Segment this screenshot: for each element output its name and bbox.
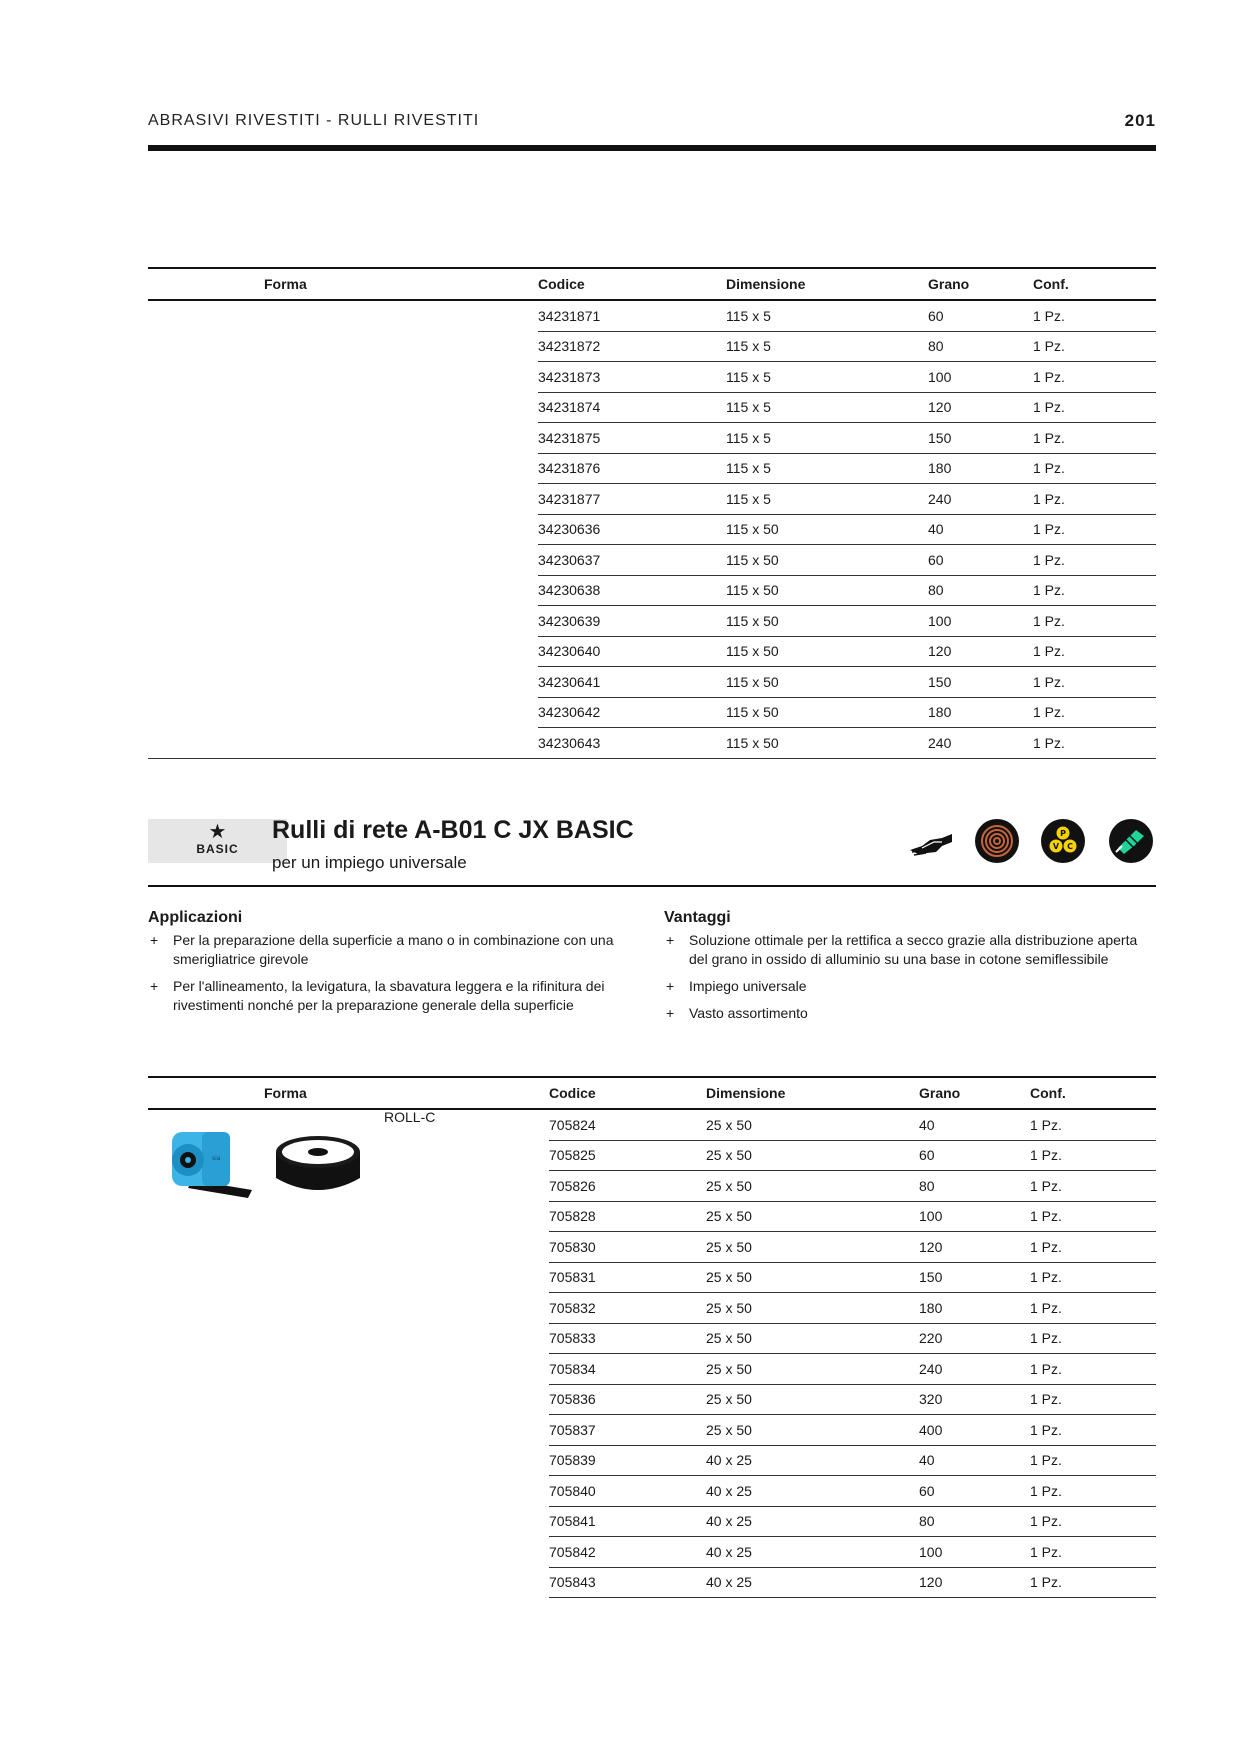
- codice-cell: 34231873: [538, 362, 726, 393]
- table-row: [148, 484, 1156, 515]
- codice-cell: 34230638: [538, 575, 726, 606]
- col-header-conf: Conf.: [1030, 1077, 1156, 1109]
- codice-cell: 34231876: [538, 453, 726, 484]
- page-number: 201: [1124, 111, 1156, 130]
- conf-cell: 1 Pz.: [1033, 636, 1156, 667]
- codice-cell: 705842: [549, 1537, 706, 1568]
- codice-cell: 34230643: [538, 728, 726, 759]
- table-row: [148, 331, 1156, 362]
- vantaggi-section: [664, 908, 1156, 1031]
- codice-cell: 705839: [549, 1445, 706, 1476]
- product-table-1: [148, 267, 1156, 759]
- applicazioni-heading: Applicazioni: [148, 909, 243, 926]
- codice-cell: 705831: [549, 1262, 706, 1293]
- table-row: [148, 1567, 1156, 1598]
- conf-cell: 1 Pz.: [1030, 1476, 1156, 1507]
- conf-cell: 1 Pz.: [1033, 453, 1156, 484]
- table-row: [148, 300, 1156, 331]
- codice-cell: 34231871: [538, 300, 726, 331]
- conf-cell: 1 Pz.: [1030, 1262, 1156, 1293]
- conf-cell: 1 Pz.: [1030, 1109, 1156, 1140]
- dimensione-cell: 25 x 50: [706, 1323, 919, 1354]
- grano-cell: 120: [919, 1567, 1030, 1598]
- forma-cell: [148, 1537, 549, 1568]
- codice-cell: 34230637: [538, 545, 726, 576]
- conf-cell: 1 Pz.: [1030, 1567, 1156, 1598]
- grano-cell: 180: [928, 453, 1033, 484]
- forma-cell: [148, 545, 538, 576]
- table-row: [148, 728, 1156, 759]
- grano-cell: 320: [919, 1384, 1030, 1415]
- grano-cell: 180: [919, 1293, 1030, 1324]
- codice-cell: 705830: [549, 1232, 706, 1263]
- dimensione-cell: 115 x 50: [726, 606, 928, 637]
- col-header-forma: Forma: [148, 1077, 549, 1109]
- forma-cell: [148, 331, 538, 362]
- forma-cell: [148, 1323, 549, 1354]
- forma-cell: [148, 1476, 549, 1507]
- conf-cell: 1 Pz.: [1030, 1537, 1156, 1568]
- dimensione-cell: 115 x 50: [726, 697, 928, 728]
- conf-cell: 1 Pz.: [1030, 1171, 1156, 1202]
- applicazioni-item-text: Per l'allineamento, la levigatura, la sbavatura leggera e la rifinitura dei rivestimenti nonché per la preparazione generale della superficie: [173, 978, 605, 1013]
- conf-cell: 1 Pz.: [1033, 575, 1156, 606]
- conf-cell: 1 Pz.: [1033, 300, 1156, 331]
- forma-cell: [148, 575, 538, 606]
- vantaggi-heading: Vantaggi: [664, 909, 731, 926]
- grano-cell: 240: [919, 1354, 1030, 1385]
- conf-cell: 1 Pz.: [1033, 667, 1156, 698]
- table-row: [148, 392, 1156, 423]
- codice-cell: 34230641: [538, 667, 726, 698]
- codice-cell: 705837: [549, 1415, 706, 1446]
- plus-icon: +: [150, 932, 159, 948]
- grano-cell: 100: [928, 606, 1033, 637]
- product-subtitle: per un impiego universale: [272, 853, 467, 872]
- applicazioni-section: [148, 908, 648, 1023]
- conf-cell: 1 Pz.: [1030, 1323, 1156, 1354]
- roll-dispenser-image: [162, 1124, 254, 1202]
- table-row: [148, 1506, 1156, 1537]
- forma-cell: [148, 1262, 549, 1293]
- forma-cell: [148, 697, 538, 728]
- applicazioni-item-text: Per la preparazione della superficie a mano o in combinazione con una smerigliatrice girevole: [173, 932, 614, 967]
- codice-cell: 705833: [549, 1323, 706, 1354]
- dimensione-cell: 115 x 50: [726, 575, 928, 606]
- table-row: [148, 606, 1156, 637]
- table-row: [148, 667, 1156, 698]
- applicazioni-item: [148, 977, 648, 1015]
- table-row: [148, 1476, 1156, 1507]
- codice-cell: 705825: [549, 1140, 706, 1171]
- product-header-divider: [148, 885, 1156, 887]
- grano-cell: 60: [919, 1476, 1030, 1507]
- codice-cell: 705828: [549, 1201, 706, 1232]
- forma-cell: [148, 1415, 549, 1446]
- dimensione-cell: 25 x 50: [706, 1201, 919, 1232]
- dimensione-cell: 40 x 25: [706, 1445, 919, 1476]
- grano-cell: 40: [919, 1109, 1030, 1140]
- codice-cell: 705840: [549, 1476, 706, 1507]
- codice-cell: 34231872: [538, 331, 726, 362]
- col-header-dimensione: Dimensione: [726, 268, 928, 300]
- dimensione-cell: 40 x 25: [706, 1506, 919, 1537]
- forma-cell: [148, 1293, 549, 1324]
- dimensione-cell: 115 x 50: [726, 514, 928, 545]
- header-divider: [148, 145, 1156, 151]
- col-header-conf: Conf.: [1033, 268, 1156, 300]
- page-header-title: ABRASIVI RIVESTITI - RULLI RIVESTITI: [148, 112, 480, 129]
- svg-text:sia: sia: [212, 1155, 221, 1162]
- codice-cell: 34231875: [538, 423, 726, 454]
- codice-cell: 705832: [549, 1293, 706, 1324]
- conf-cell: 1 Pz.: [1033, 606, 1156, 637]
- forma-cell: [148, 667, 538, 698]
- vantaggi-item: [664, 931, 1156, 969]
- grano-cell: 180: [928, 697, 1033, 728]
- plus-icon: +: [666, 978, 675, 994]
- conf-cell: 1 Pz.: [1033, 545, 1156, 576]
- forma-cell: [148, 1384, 549, 1415]
- grano-cell: 400: [919, 1415, 1030, 1446]
- conf-cell: 1 Pz.: [1030, 1506, 1156, 1537]
- grano-cell: 100: [928, 362, 1033, 393]
- plus-icon: +: [666, 1005, 675, 1021]
- dimensione-cell: 25 x 50: [706, 1140, 919, 1171]
- applicazioni-item: [148, 931, 648, 969]
- basic-badge-label: BASIC: [196, 842, 239, 856]
- forma-cell: [148, 1567, 549, 1598]
- table-row: [148, 453, 1156, 484]
- forma-cell: [148, 1232, 549, 1263]
- grano-cell: 60: [928, 300, 1033, 331]
- dimensione-cell: 25 x 50: [706, 1293, 919, 1324]
- forma-cell: [148, 484, 538, 515]
- grano-cell: 80: [928, 575, 1033, 606]
- codice-cell: 34230640: [538, 636, 726, 667]
- table-row: [148, 545, 1156, 576]
- conf-cell: 1 Pz.: [1030, 1293, 1156, 1324]
- forma-cell: [148, 1201, 549, 1232]
- table-row: [148, 1537, 1156, 1568]
- forma-cell: [148, 1506, 549, 1537]
- conf-cell: 1 Pz.: [1033, 697, 1156, 728]
- col-header-codice: Codice: [538, 268, 726, 300]
- product-title: Rulli di rete A-B01 C JX BASIC: [272, 816, 634, 844]
- pvc-icon: [1040, 818, 1086, 864]
- dimensione-cell: 115 x 5: [726, 331, 928, 362]
- grano-cell: 120: [919, 1232, 1030, 1263]
- dimensione-cell: 115 x 50: [726, 636, 928, 667]
- conf-cell: 1 Pz.: [1033, 728, 1156, 759]
- conf-cell: 1 Pz.: [1030, 1445, 1156, 1476]
- table-row: [148, 423, 1156, 454]
- forma-cell: [148, 606, 538, 637]
- codice-cell: 705826: [549, 1171, 706, 1202]
- dimensione-cell: 115 x 5: [726, 453, 928, 484]
- vantaggi-item-text: Impiego universale: [689, 978, 807, 994]
- grano-cell: 240: [928, 484, 1033, 515]
- codice-cell: 705843: [549, 1567, 706, 1598]
- vantaggi-item: [664, 1004, 1156, 1023]
- svg-text:C: C: [1067, 842, 1073, 851]
- codice-cell: 34231874: [538, 392, 726, 423]
- codice-cell: 34231877: [538, 484, 726, 515]
- forma-cell: [148, 300, 538, 331]
- table-row: [148, 1384, 1156, 1415]
- codice-cell: 705836: [549, 1384, 706, 1415]
- forma-cell: [148, 453, 538, 484]
- dimensione-cell: 25 x 50: [706, 1109, 919, 1140]
- conf-cell: 1 Pz.: [1033, 392, 1156, 423]
- grano-cell: 150: [928, 423, 1033, 454]
- forma-cell: [148, 1445, 549, 1476]
- codice-cell: 34230639: [538, 606, 726, 637]
- forma-cell: [148, 514, 538, 545]
- codice-cell: 705824: [549, 1109, 706, 1140]
- table-row: [148, 1232, 1156, 1263]
- col-header-dimensione: Dimensione: [706, 1077, 919, 1109]
- forma-cell: [148, 362, 538, 393]
- conf-cell: 1 Pz.: [1033, 514, 1156, 545]
- codice-cell: 705841: [549, 1506, 706, 1537]
- roll-c-image: [270, 1132, 366, 1196]
- codice-cell: 34230636: [538, 514, 726, 545]
- dimensione-cell: 115 x 5: [726, 300, 928, 331]
- dimensione-cell: 25 x 50: [706, 1354, 919, 1385]
- vantaggi-item-text: Vasto assortimento: [689, 1005, 808, 1021]
- conf-cell: 1 Pz.: [1030, 1232, 1156, 1263]
- table-row: [148, 1354, 1156, 1385]
- table-row: [148, 514, 1156, 545]
- conf-cell: 1 Pz.: [1033, 484, 1156, 515]
- dimensione-cell: 115 x 5: [726, 362, 928, 393]
- page-header: [148, 112, 1156, 134]
- star-icon: ★: [208, 821, 227, 843]
- conf-cell: 1 Pz.: [1033, 331, 1156, 362]
- forma-cell: [148, 392, 538, 423]
- table-row: [148, 575, 1156, 606]
- grano-cell: 150: [919, 1262, 1030, 1293]
- dimensione-cell: 25 x 50: [706, 1384, 919, 1415]
- conf-cell: 1 Pz.: [1030, 1201, 1156, 1232]
- forma-cell: [148, 636, 538, 667]
- dimensione-cell: 115 x 5: [726, 392, 928, 423]
- col-header-codice: Codice: [549, 1077, 706, 1109]
- table-row: [148, 1415, 1156, 1446]
- vantaggi-item: [664, 977, 1156, 996]
- table-row: [148, 1293, 1156, 1324]
- application-icons: [908, 818, 1156, 866]
- table-row: [148, 362, 1156, 393]
- table-row: [148, 636, 1156, 667]
- forma-cell: [148, 423, 538, 454]
- grano-cell: 80: [919, 1506, 1030, 1537]
- dimensione-cell: 40 x 25: [706, 1537, 919, 1568]
- grano-cell: 40: [928, 514, 1033, 545]
- table-header-row: [148, 1077, 1156, 1109]
- table-row: [148, 1323, 1156, 1354]
- svg-text:P: P: [1060, 829, 1066, 838]
- grano-cell: 150: [928, 667, 1033, 698]
- conf-cell: 1 Pz.: [1030, 1354, 1156, 1385]
- grano-cell: 100: [919, 1537, 1030, 1568]
- grano-cell: 80: [919, 1171, 1030, 1202]
- col-header-forma: Forma: [148, 268, 538, 300]
- conf-cell: 1 Pz.: [1030, 1415, 1156, 1446]
- forma-cell: [148, 1354, 549, 1385]
- conf-cell: 1 Pz.: [1030, 1384, 1156, 1415]
- dimensione-cell: 25 x 50: [706, 1171, 919, 1202]
- grano-cell: 100: [919, 1201, 1030, 1232]
- col-header-grano: Grano: [919, 1077, 1030, 1109]
- dimensione-cell: 40 x 25: [706, 1567, 919, 1598]
- grano-cell: 240: [928, 728, 1033, 759]
- table-header-row: [148, 268, 1156, 300]
- grano-cell: 60: [928, 545, 1033, 576]
- dimensione-cell: 115 x 50: [726, 545, 928, 576]
- dimensione-cell: 115 x 5: [726, 484, 928, 515]
- svg-text:V: V: [1052, 842, 1060, 851]
- conf-cell: 1 Pz.: [1033, 362, 1156, 393]
- table-row: [148, 697, 1156, 728]
- dimensione-cell: 115 x 50: [726, 728, 928, 759]
- dimensione-cell: 25 x 50: [706, 1415, 919, 1446]
- forma-cell: [148, 728, 538, 759]
- dimensione-cell: 25 x 50: [706, 1232, 919, 1263]
- plus-icon: +: [150, 978, 159, 994]
- dimensione-cell: 115 x 5: [726, 423, 928, 454]
- table-row: [148, 1201, 1156, 1232]
- grano-cell: 120: [928, 636, 1033, 667]
- grano-cell: 80: [928, 331, 1033, 362]
- conf-cell: 1 Pz.: [1033, 423, 1156, 454]
- paint-roller-icon: [1108, 818, 1154, 864]
- grano-cell: 120: [928, 392, 1033, 423]
- hand-sanding-icon: [908, 828, 954, 858]
- codice-cell: 705834: [549, 1354, 706, 1385]
- wood-rings-icon: [974, 818, 1020, 864]
- grano-cell: 40: [919, 1445, 1030, 1476]
- grano-cell: 60: [919, 1140, 1030, 1171]
- plus-icon: +: [666, 932, 675, 948]
- table-row: [148, 1445, 1156, 1476]
- grano-cell: 220: [919, 1323, 1030, 1354]
- table-row: [148, 1262, 1156, 1293]
- dimensione-cell: 115 x 50: [726, 667, 928, 698]
- conf-cell: 1 Pz.: [1030, 1140, 1156, 1171]
- col-header-grano: Grano: [928, 268, 1033, 300]
- dimensione-cell: 40 x 25: [706, 1476, 919, 1507]
- forma-roll-c-label: ROLL-C: [384, 1109, 436, 1125]
- basic-badge: [148, 819, 287, 863]
- dimensione-cell: 25 x 50: [706, 1262, 919, 1293]
- vantaggi-item-text: Soluzione ottimale per la rettifica a secco grazie alla distribuzione aperta del grano in ossido di alluminio su una base in cotone semiflessibile: [689, 932, 1138, 967]
- codice-cell: 34230642: [538, 697, 726, 728]
